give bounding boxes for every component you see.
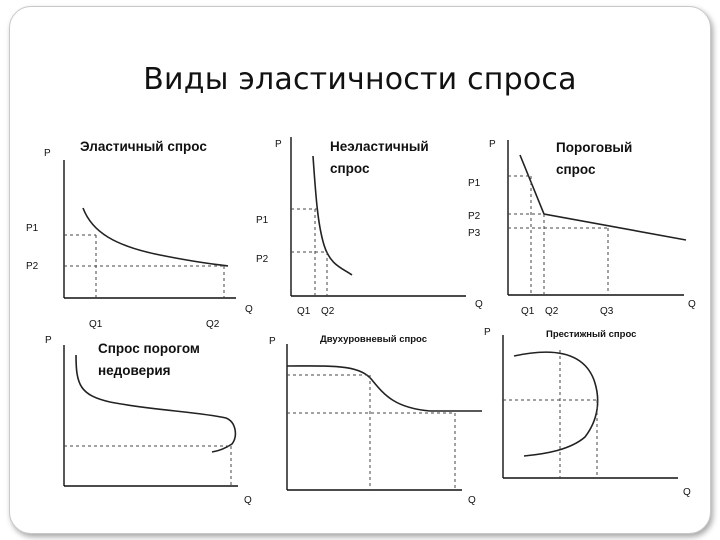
demand-curve bbox=[83, 208, 228, 266]
axis-label-q: Q bbox=[683, 487, 691, 498]
panel-title-line2: спрос bbox=[330, 161, 370, 176]
axis-label-q: Q bbox=[475, 299, 483, 310]
tick-label-q2: Q2 bbox=[206, 319, 220, 330]
panel-title: Двухуровневый спрос bbox=[320, 334, 428, 345]
panel-title-line2: недоверия bbox=[98, 363, 171, 378]
panel-title-line2: спрос bbox=[556, 162, 596, 177]
panel-distrust-demand bbox=[45, 335, 252, 506]
tick-label-p3: P3 bbox=[468, 228, 481, 239]
demand-curve bbox=[287, 366, 482, 411]
panel-two-level-demand bbox=[269, 334, 482, 506]
tick-label-p2: P2 bbox=[256, 254, 269, 265]
axis-label-q: Q bbox=[245, 304, 253, 315]
panel-title: Престижный спрос bbox=[546, 329, 637, 340]
panel-threshold-demand bbox=[468, 139, 696, 317]
tick-label-p1: P1 bbox=[256, 215, 269, 226]
tick-label-q1: Q1 bbox=[297, 306, 311, 317]
slide-title: Виды эластичности спроса bbox=[143, 62, 577, 97]
axis-label-p: P bbox=[44, 148, 51, 159]
tick-label-p1: P1 bbox=[468, 178, 481, 189]
panel-title-line1: Неэластичный bbox=[330, 139, 429, 154]
tick-label-p2: P2 bbox=[468, 211, 481, 222]
tick-label-p1: P1 bbox=[26, 223, 39, 234]
panel-elastic-demand bbox=[26, 139, 253, 330]
axis-label-p: P bbox=[45, 335, 52, 346]
tick-label-q1: Q1 bbox=[521, 306, 535, 317]
panel-prestige-demand bbox=[484, 327, 691, 498]
demand-curve bbox=[520, 155, 686, 240]
panel-title: Эластичный спрос bbox=[80, 139, 207, 154]
tick-label-q1: Q1 bbox=[89, 319, 103, 330]
tick-label-q2: Q2 bbox=[545, 306, 559, 317]
axis-label-p: P bbox=[484, 327, 491, 338]
axis-label-p: P bbox=[269, 336, 276, 347]
axis-label-q: Q bbox=[688, 299, 696, 310]
tick-label-q2: Q2 bbox=[321, 306, 335, 317]
axis-label-q: Q bbox=[468, 495, 476, 506]
tick-label-p2: P2 bbox=[26, 261, 39, 272]
tick-label-q3: Q3 bbox=[600, 306, 614, 317]
axis-label-q: Q bbox=[244, 495, 252, 506]
panel-inelastic-demand bbox=[256, 137, 483, 317]
axis-label-p: P bbox=[489, 139, 496, 150]
axis-label-p: P bbox=[275, 139, 282, 150]
panel-title-line1: Пороговый bbox=[556, 140, 633, 155]
panel-title-line1: Спрос порогом bbox=[98, 341, 200, 356]
demand-curve bbox=[514, 352, 598, 456]
